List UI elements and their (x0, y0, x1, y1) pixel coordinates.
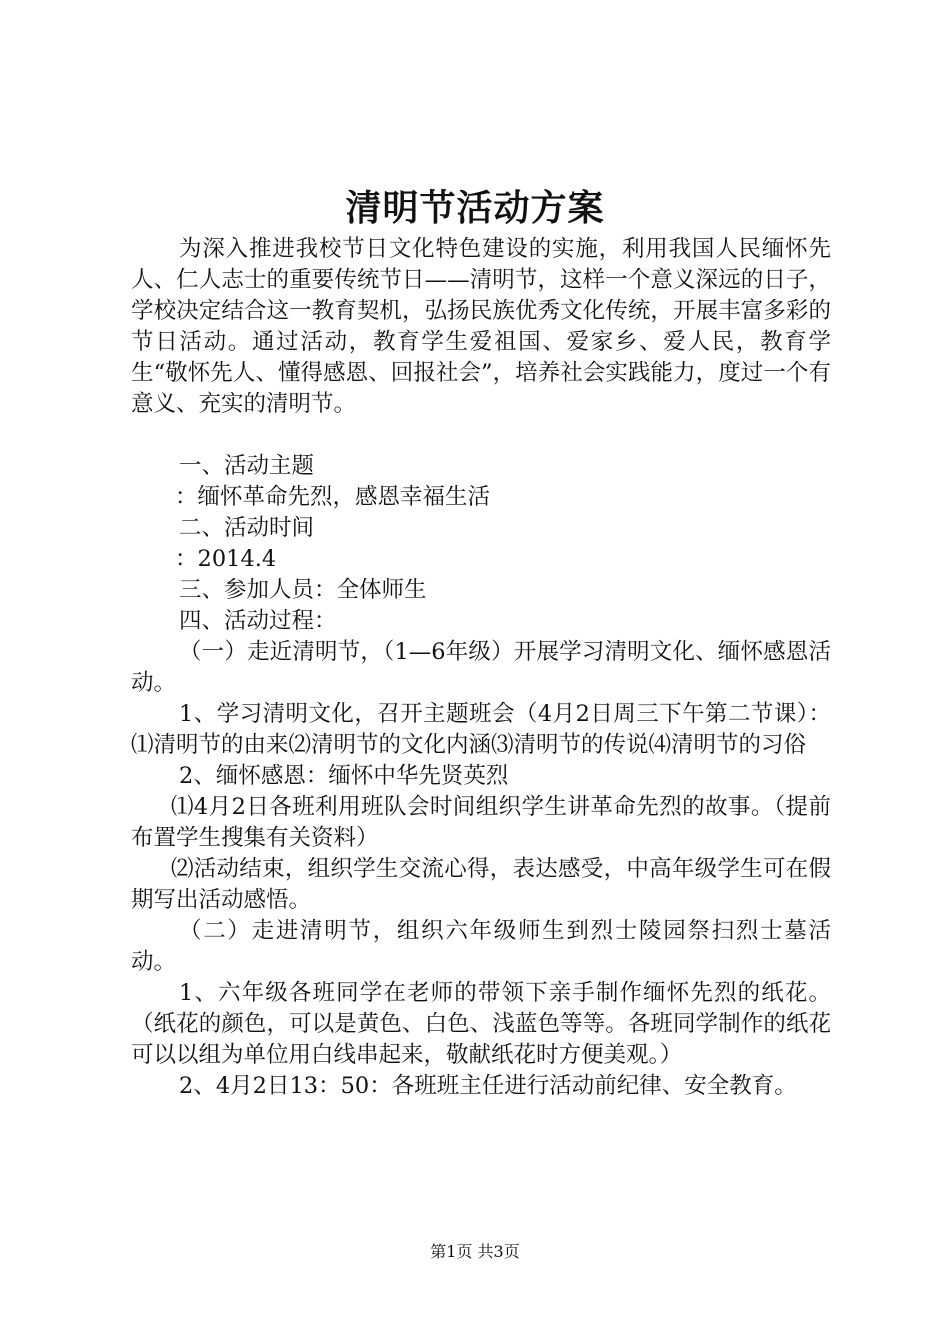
part-one-item-1: 1、学习清明文化，召开主题班会（4月2日周三下午第二节课）：⑴清明节的由来⑵清明节的文化内涵⑶清明节的传说⑷清明节的习俗 (131, 701, 831, 758)
part-one-heading: （一）走近清明节，（1—6年级）开展学习清明文化、缅怀感恩活动。 (131, 639, 831, 696)
part-two-item-2: 2、4月2日13：50：各班班主任进行活动前纪律、安全教育。 (179, 1073, 797, 1099)
section-participants: 三、参加人员：全体师生 (179, 577, 427, 603)
part-one-item-2-sub-1: ⑴4月2日各班利用班队会时间组织学生讲革命先烈的故事。（提前布置学生搜集有关资料） (131, 794, 831, 851)
section-heading-time: 二、活动时间 (179, 515, 315, 541)
part-two-heading: （二）走进清明节，组织六年级师生到烈士陵园祭扫烈士墓活动。 (131, 918, 831, 975)
paragraph-gap (131, 420, 831, 451)
intro-paragraph: 为深入推进我校节日文化特色建设的实施，利用我国人民缅怀先人、仁人志士的重要传统节日——清明节，这样一个意义深远的日子，学校决定结合这一教育契机，弘扬民族优秀文化传统，开展丰富多彩的节日活动。通过活动，教育学生爱祖国、爱家乡、爱人民，教育学生“敬怀先人、懂得感恩、回报社会”，培养社会实践能力，度过一个有意义、充实的清明节。 (131, 236, 831, 417)
page-footer: 第1页 共3页 (430, 1242, 520, 1261)
document-body (131, 234, 831, 1102)
section-value-time: ：2014.4 (175, 546, 277, 572)
part-two-item-1: 1、六年级各班同学在老师的带领下亲手制作缅怀先烈的纸花。（纸花的颜色，可以是黄色、白色、浅蓝色等等。各班同学制作的纸花可以以组为单位用白线串起来，敬献纸花时方便美观。） (131, 980, 831, 1068)
section-heading-process: 四、活动过程： (179, 608, 337, 634)
part-one-item-2-sub-2: ⑵活动结束，组织学生交流心得，表达感受，中高年级学生可在假期写出活动感悟。 (131, 856, 831, 913)
document-title: 清明节活动方案 (345, 187, 605, 229)
part-one-item-2: 2、缅怀感恩：缅怀中华先贤英烈 (179, 763, 509, 789)
section-value-theme: ：缅怀革命先烈，感恩幸福生活 (175, 484, 491, 510)
section-heading-theme: 一、活动主题 (179, 453, 315, 479)
